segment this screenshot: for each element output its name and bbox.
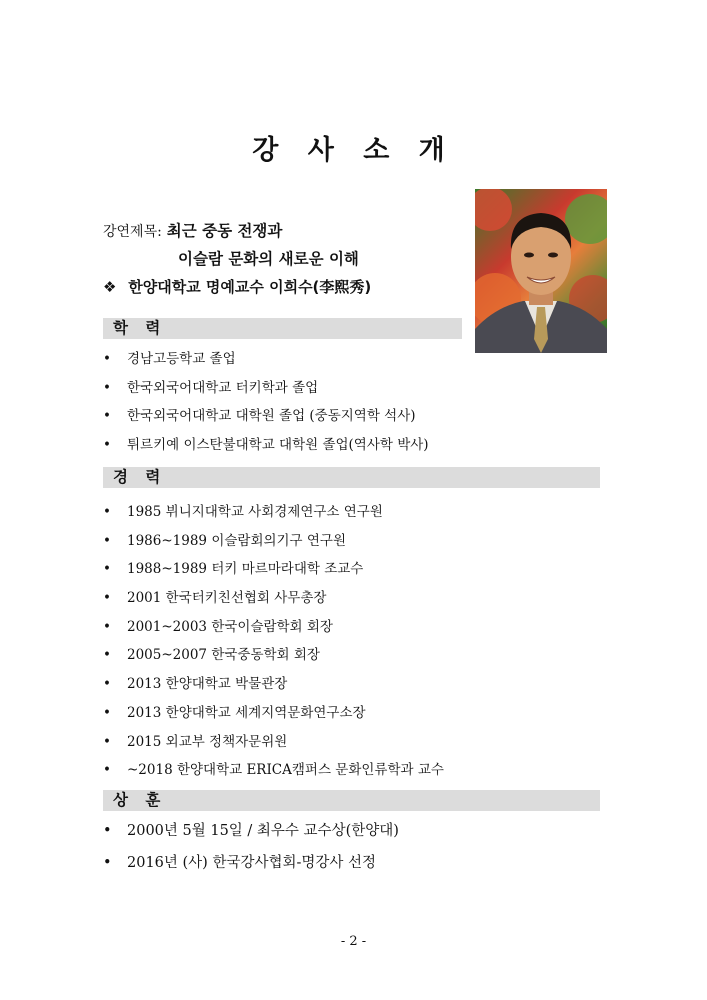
- list-item: • 1985 뷔니지대학교 사회경제연구소 연구원: [103, 498, 444, 527]
- list-item: • 경남고등학교 졸업: [103, 345, 429, 374]
- bullet-icon: •: [103, 733, 111, 750]
- bullet-icon: •: [103, 532, 111, 549]
- bullet-icon: •: [103, 855, 112, 871]
- list-item: • 2005~2007 한국중동학회 회장: [103, 641, 444, 670]
- bullet-icon: •: [103, 408, 111, 425]
- list-item: • ~2018 한양대학교 ERICA캠퍼스 문화인류학과 교수: [103, 756, 444, 785]
- list-item: • 한국외국어대학교 터키학과 졸업: [103, 374, 429, 403]
- education-heading: 학 력: [103, 318, 462, 339]
- bullet-icon: •: [103, 351, 111, 367]
- lecture-title-line1: 최근 중동 전쟁과: [166, 222, 283, 240]
- page-title: 강 사 소 개: [252, 135, 455, 166]
- career-heading: 경 력: [103, 467, 600, 488]
- list-item: • 2013 한양대학교 세계지역문화연구소장: [103, 699, 444, 728]
- list-item: • 1986~1989 이슬람회의기구 연구원: [103, 527, 444, 556]
- list-item: • 2000년 5월 15일 / 최우수 교수상(한양대): [103, 815, 399, 847]
- list-item: • 2016년 (사) 한국강사협회-명강사 선정: [103, 847, 399, 879]
- list-item: • 2015 외교부 정책자문위원: [103, 728, 444, 757]
- bullet-icon: •: [103, 379, 111, 396]
- bullet-icon: •: [103, 618, 111, 635]
- bullet-icon: •: [103, 504, 111, 520]
- bullet-icon: •: [103, 561, 111, 578]
- lecture-label: 강연제목:: [103, 224, 162, 240]
- list-item: • 튀르키예 이스탄불대학교 대학원 졸업(역사학 박사): [103, 431, 429, 460]
- list-item: • 2013 한양대학교 박물관장: [103, 670, 444, 699]
- list-item: • 한국외국어대학교 대학원 졸업 (중동지역학 석사): [103, 402, 429, 431]
- bullet-icon: •: [103, 647, 111, 664]
- lecture-title-line2: 이슬람 문화의 새로운 이해: [178, 250, 359, 268]
- list-item: • 2001~2003 한국이슬람학회 회장: [103, 613, 444, 642]
- bullet-icon: •: [103, 823, 112, 839]
- professor-name: 한양대학교 명예교수 이희수(李熙秀): [128, 278, 372, 296]
- bullet-icon: •: [103, 590, 111, 607]
- bullet-icon: •: [103, 762, 111, 779]
- lecture-block: [103, 218, 359, 273]
- bullet-icon: •: [103, 437, 111, 454]
- bullet-icon: •: [103, 704, 111, 721]
- list-item: • 1988~1989 터키 마르마라대학 조교수: [103, 555, 444, 584]
- page-number: - 2 -: [340, 934, 367, 949]
- career-list: [103, 498, 444, 785]
- awards-heading: 상 훈: [103, 790, 600, 811]
- bullet-icon: •: [103, 676, 111, 693]
- list-item: • 2001 한국터키친선협회 사무총장: [103, 584, 444, 613]
- diamond-bullet-icon: ❖: [103, 278, 117, 296]
- professor-line: [103, 276, 371, 297]
- speaker-photo: [475, 189, 607, 353]
- education-list: [103, 345, 429, 460]
- awards-list: [103, 815, 399, 879]
